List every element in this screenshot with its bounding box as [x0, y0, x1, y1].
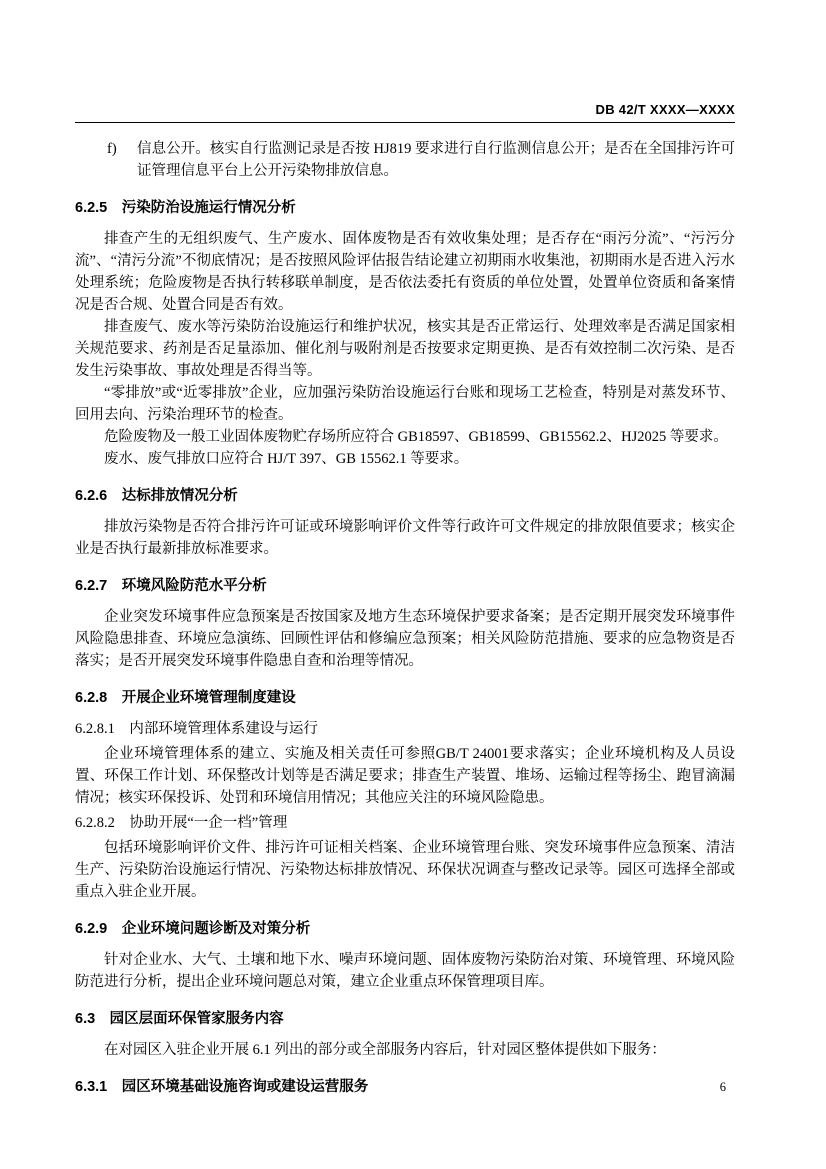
paragraph-problem-diagnosis: 针对企业水、大气、土壤和地下水、噪声环境问题、固体废物污染防治对策、环境管理、环境风险防范进行分析，提出企业环境问题总对策，建立企业重点环保管理项目库。 [75, 952, 735, 990]
section-heading-6-2-8: 6.2.8 开展企业环境管理制度建设 [75, 690, 296, 706]
section-heading-6-3-1: 6.3.1 园区环境基础设施咨询或建设运营服务 [75, 1079, 369, 1095]
paragraph-risk-prevention: 企业突发环境事件应急预案是否按国家及地方生态环境保护要求备案；是否定期开展突发环境事件风险隐患排查、环境应急演练、回顾性评估和修编应急预案；相关风险防范措施、要求的应急物资是否落实；是否开展突发环境事件隐患自查和治理等情况。 [75, 609, 735, 669]
document-body [75, 138, 735, 1107]
subsection-heading-6-2-8-2: 6.2.8.2 协助开展“一企一档”管理 [75, 815, 288, 831]
section-heading-6-3: 6.3 园区层面环保管家服务内容 [75, 1011, 284, 1027]
page-number: 6 [719, 1080, 726, 1094]
subsection-heading-6-2-8-1: 6.2.8.1 内部环境管理体系建设与运行 [75, 721, 318, 737]
paragraph-discharge-compliance: 排放污染物是否符合排污许可证或环境影响评价文件等行政许可文件规定的排放限值要求；核实企业是否执行最新排放标准要求。 [75, 519, 735, 557]
doc-number: DB 42/T XXXX—XXXX [595, 102, 735, 117]
list-item-text: 信息公开。核实自行监测记录是否按 HJ819 要求进行自行监测信息公开；是否在全国排污许可证管理信息平台上公开污染物排放信息。 [137, 141, 735, 179]
paragraph-outlet-standards: 废水、废气排放口应符合 HJ/T 397、GB 15562.1 等要求。 [104, 451, 469, 467]
section-heading-6-2-5: 6.2.5 污染防治设施运行情况分析 [75, 200, 296, 216]
paragraph-internal-management-system: 企业环境管理体系的建立、实施及相关责任可参照GB/T 24001要求落实；企业环境机构及人员设置、环保工作计划、环保整改计划等是否满足要求；排查生产装置、堆场、运输过程等扬尘、跑冒滴漏情况；核实环保投诉、处罚和环境信用情况；其他应关注的环境风险隐患。 [75, 746, 735, 806]
page-footer [720, 1080, 726, 1095]
paragraph-zero-discharge: “零排放”或“近零排放”企业，应加强污染防治设施运行台账和现场工艺检查，特别是对蒸发环节、回用去向、污染治理环节的检查。 [75, 385, 735, 423]
page-header [75, 102, 735, 123]
paragraph-pollution-facility-1: 排查产生的无组织废气、生产废水、固体废物是否有效收集处理；是否存在“雨污分流”、“污污分流”、“清污分流”不彻底情况；是否按照风险评估报告结论建立初期雨水收集池，初期雨水是否进入污水处理系统；危险废物是否执行转移联单制度，是否依法委托有资质的单位处置，处置单位资质和备案情况是否合规、处置合同是否有效。 [75, 231, 735, 313]
paragraph-pollution-facility-2: 排查废气、废水等污染防治设施运行和维护状况，核实其是否正常运行、处理效率是否满足国家相关规范要求、药剂是否足量添加、催化剂与吸附剂是否按要求定期更换、是否有效控制二次污染、是否发生污染事故、事故处理是否得当等。 [75, 319, 735, 379]
list-item-f [75, 138, 735, 182]
section-heading-6-2-6: 6.2.6 达标排放情况分析 [75, 488, 238, 504]
paragraph-hazardous-waste-standards: 危险废物及一般工业固体废物贮存场所应符合 GB18597、GB18599、GB15562.2、HJ2025 等要求。 [104, 429, 728, 445]
section-heading-6-2-7: 6.2.7 环境风险防范水平分析 [75, 578, 267, 594]
section-heading-6-2-9: 6.2.9 企业环境问题诊断及对策分析 [75, 921, 311, 937]
paragraph-one-enterprise-one-file: 包括环境影响评价文件、排污许可证相关档案、企业环境管理台账、突发环境事件应急预案、清洁生产、污染防治设施运行情况、污染物达标排放情况、环保状况调查与整改记录等。园区可选择全部或重点入驻企业开展。 [75, 840, 735, 900]
list-item-marker: f) [107, 141, 117, 157]
paragraph-park-level-services: 在对园区入驻企业开展 6.1 列出的部分或全部服务内容后，针对园区整体提供如下服务： [104, 1042, 666, 1058]
